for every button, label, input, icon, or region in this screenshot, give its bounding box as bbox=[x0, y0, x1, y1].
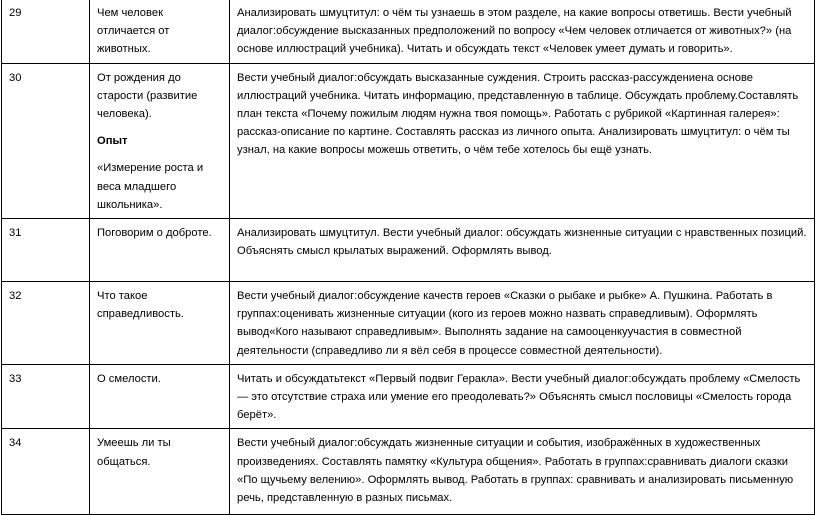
lesson-topic bbox=[90, 219, 230, 282]
activity-text: Анализировать шмуцтитул. Вести учебный диалог: обсуждать жизненные ситуации с нравственных позиций. Объяснять смысл крылатых выражений. Оформлять вывод. bbox=[237, 227, 807, 258]
table-row bbox=[2, 364, 815, 429]
lesson-activities bbox=[230, 0, 815, 63]
topic-experiment-title: «Измерение роста и веса младшего школьника». bbox=[97, 162, 204, 211]
activity-text: Вести учебный диалог:обсуждать высказанные суждения. Строить рассказ-рассуждениена основе иллюстраций учебника. Читать информацию, представленную в таблице. Обсуждать проблему.Составлять план текста «Почему пожилым людям нужна твоя помощь». Работать с рубрикой «Картинная галерея»: рассказ-описание по картине. Составлять рассказ из личного опыта. Анализировать шмуцтитул: о чём ты узнал, на какие вопросы можешь ответить, о чём тебе хотелось бы ещё узнать. bbox=[237, 71, 799, 157]
table-row bbox=[2, 63, 815, 218]
lesson-number: 32 bbox=[2, 282, 90, 365]
lesson-number: 31 bbox=[2, 219, 90, 282]
activity-text: Анализировать шмуцтитул: о чём ты узнаешь в этом разделе, на какие вопросы ответишь. Вести учебный диалог:обсуждение высказанных предположений по вопросу «Чем человек отличается от животных?» (на основе иллюстраций учебника). Читать и обсуждать текст «Человек умеет думать и говорить». bbox=[237, 7, 792, 56]
lesson-activities bbox=[230, 429, 815, 515]
table-row bbox=[2, 0, 815, 63]
lesson-number: 33 bbox=[2, 364, 90, 429]
table-row bbox=[2, 219, 815, 282]
table-row bbox=[2, 429, 815, 515]
lesson-activities bbox=[230, 282, 815, 365]
lesson-number: 30 bbox=[2, 63, 90, 218]
lesson-activities bbox=[230, 219, 815, 282]
activity-text: Вести учебный диалог:обсуждение качеств героев «Сказки о рыбаке и рыбке» А. Пушкина. Работать в группах:оценивать жизненные ситуации (кого из героев можно назвать справедливым). Оформлять вывод«Кого называют справедливым». Выполнять задание на самооценкуучастия в совместной деятельности (справедливо ли я вёл себя в процессе совместной деятельности). bbox=[237, 290, 773, 357]
table-row bbox=[2, 282, 815, 365]
topic-text: Поговорим о доброте. bbox=[97, 227, 212, 240]
topic-text: О смелости. bbox=[97, 372, 161, 385]
topic-text: Чем человек отличается от животных. bbox=[97, 7, 170, 56]
lesson-number: 34 bbox=[2, 429, 90, 515]
lesson-topic bbox=[90, 282, 230, 365]
topic-text: Что такое справедливость. bbox=[97, 290, 184, 321]
lesson-plan-table bbox=[1, 0, 815, 515]
topic-experiment-label: Опыт bbox=[97, 135, 128, 148]
lesson-topic bbox=[90, 0, 230, 63]
lesson-topic bbox=[90, 429, 230, 515]
lesson-topic bbox=[90, 364, 230, 429]
topic-text: От рождения до старости (развитие человека). bbox=[97, 71, 198, 121]
activity-text: Вести учебный диалог:обсуждать жизненные ситуации и события, изображённых в художественных произведениях. Составлять памятку «Культура общения». Работать в группах:сравнивать диалоги сказки «По щучьему велению». Оформлять вывод. Работать в группах: сравнивать и анализировать письменную речь, представленную в разных письмах. bbox=[237, 437, 794, 505]
topic-text: Умеешь ли ты общаться. bbox=[97, 437, 171, 468]
lesson-number: 29 bbox=[2, 0, 90, 63]
activity-text: Читать и обсуждатьтекст «Первый подвиг Геракла». Вести учебный диалог:обсуждать проблему «Смелость — это отсутствие страха или умение его преодолевать?» Объяснять смысл пословицы «Смелость города берёт». bbox=[237, 372, 801, 422]
lesson-topic bbox=[90, 63, 230, 218]
lesson-activities bbox=[230, 364, 815, 429]
lesson-activities bbox=[230, 63, 815, 218]
